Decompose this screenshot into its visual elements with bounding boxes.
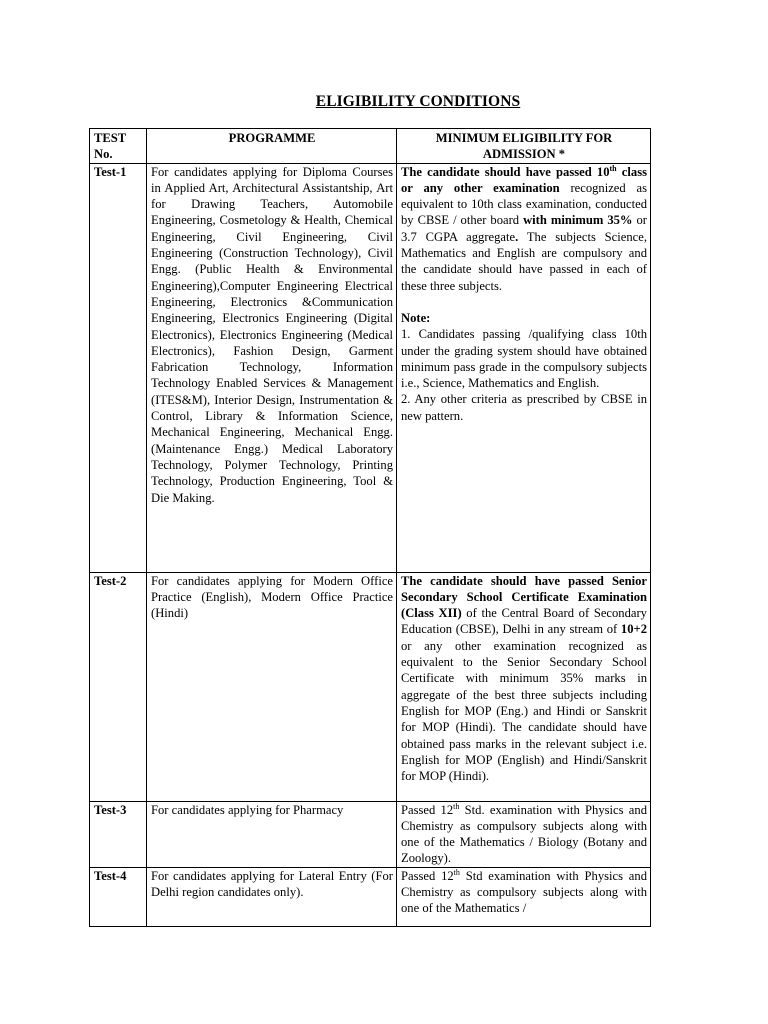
eligibility-cell — [397, 572, 651, 801]
eligibility-bold-text: The candidate should have passed Senior Secondary School Certificate Examination (Class XII) — [401, 573, 647, 621]
eligibility-table — [89, 128, 651, 927]
programme-cell: For candidates applying for Modern Office Practice (English), Modern Office Practice (Hindi) — [147, 572, 397, 801]
eligibility-text: Std. examination with Physics and Chemistry as compulsory subjects along with one of the Mathematics / Biology (Botany and Zoology). — [401, 802, 647, 866]
eligibility-text: recognized as equivalent to 10th class examination, conducted by CBSE / other board — [401, 180, 647, 228]
table-row — [90, 867, 651, 926]
eligibility-text: or 3.7 CGPA aggregate — [401, 213, 647, 244]
eligibility-bold-text: The candidate should have passed 10 — [401, 164, 610, 179]
programme-cell: For candidates applying for Pharmacy — [147, 801, 397, 867]
test-number: Test-3 — [90, 801, 147, 867]
test-number: Test-1 — [90, 163, 147, 572]
programme-cell: For candidates applying for Diploma Courses in Applied Art, Architectural Assistantship, Art for Drawing Teachers, Automobile Engineering, Cosmetology & Health, Chemical Engineering, Civil Engineering, Civil Engineering (Construction Technology), Civil Engg. (Public Health & Environmental Engineering),Computer Engineering Electrical Engineering, Electronics &Communication Engineering, Electronics Engineering (Digital Electronics), Electronics Engineering (Medical Electronics), Fashion Design, Garment Fabrication Technology, Information Technology Enabled Services & Management (ITES&M), Interior Design, Instrumentation & Control, Library & Information Science, Mechanical Engineering, Mechanical Engg. (Maintenance Engg.) Medical Laboratory Technology, Polymer Technology, Printing Technology, Production Engineering, Tool & Die Making. — [147, 163, 397, 572]
header-eligibility: MINIMUM ELIGIBILITY FOR ADMISSION * — [397, 129, 651, 164]
eligibility-bold-text: with minimum 35% — [523, 213, 633, 228]
test-number: Test-4 — [90, 867, 147, 926]
superscript: th — [609, 163, 617, 173]
eligibility-bold-text: . — [515, 229, 519, 244]
eligibility-text: Passed 12 — [401, 802, 454, 817]
note-block — [401, 310, 647, 424]
table-row — [90, 163, 651, 572]
eligibility-text: of the Central Board of Secondary Education (CBSE), Delhi in any stream of — [401, 606, 647, 637]
header-programme: PROGRAMME — [147, 129, 397, 164]
eligibility-text: The subjects Science, Mathematics and English are compulsory and the candidate should have passed in each of these three subjects. — [401, 229, 647, 293]
superscript: th — [453, 867, 460, 877]
eligibility-text: or any other examination recognized as equivalent to the Senior Secondary School Certificate with minimum 35% marks in aggregate of the best three subjects including English for MOP (Eng.) and Hindi or Sanskrit for MOP (Hindi). The candidate should have obtained pass marks in the relevant subject i.e. English for MOP (English) and Hindi/Sanskrit for MOP (Hindi). — [401, 638, 647, 784]
superscript: th — [453, 801, 460, 811]
eligibility-cell — [397, 801, 651, 867]
table-row — [90, 572, 651, 801]
eligibility-bold-text: 10+2 — [620, 622, 647, 637]
table-header-row — [90, 129, 651, 164]
test-number: Test-2 — [90, 572, 147, 801]
page-title: ELIGIBILITY CONDITIONS — [315, 93, 521, 110]
header-test-no: TEST No. — [90, 129, 147, 164]
eligibility-clipped — [401, 868, 647, 916]
eligibility-cell — [397, 163, 651, 572]
table-row — [90, 801, 651, 867]
eligibility-text: Passed 12 — [401, 868, 454, 883]
note-label: Note: — [401, 310, 431, 325]
eligibility-cell — [397, 867, 651, 926]
programme-cell: For candidates applying for Lateral Entry (For Delhi region candidates only). — [147, 867, 397, 926]
note-item: 1. Candidates passing /qualifying class 10th under the grading system should have obtained minimum pass grade in the compulsory subjects i.e., Science, Mathematics and English. — [401, 327, 647, 391]
eligibility-bold-text: class or any other examination — [401, 164, 647, 195]
note-item: 2. Any other criteria as prescribed by CBSE in new pattern. — [401, 392, 647, 423]
eligibility-text: Std examination with Physics and Chemistry as compulsory subjects along with one of the Mathematics / — [401, 868, 647, 916]
